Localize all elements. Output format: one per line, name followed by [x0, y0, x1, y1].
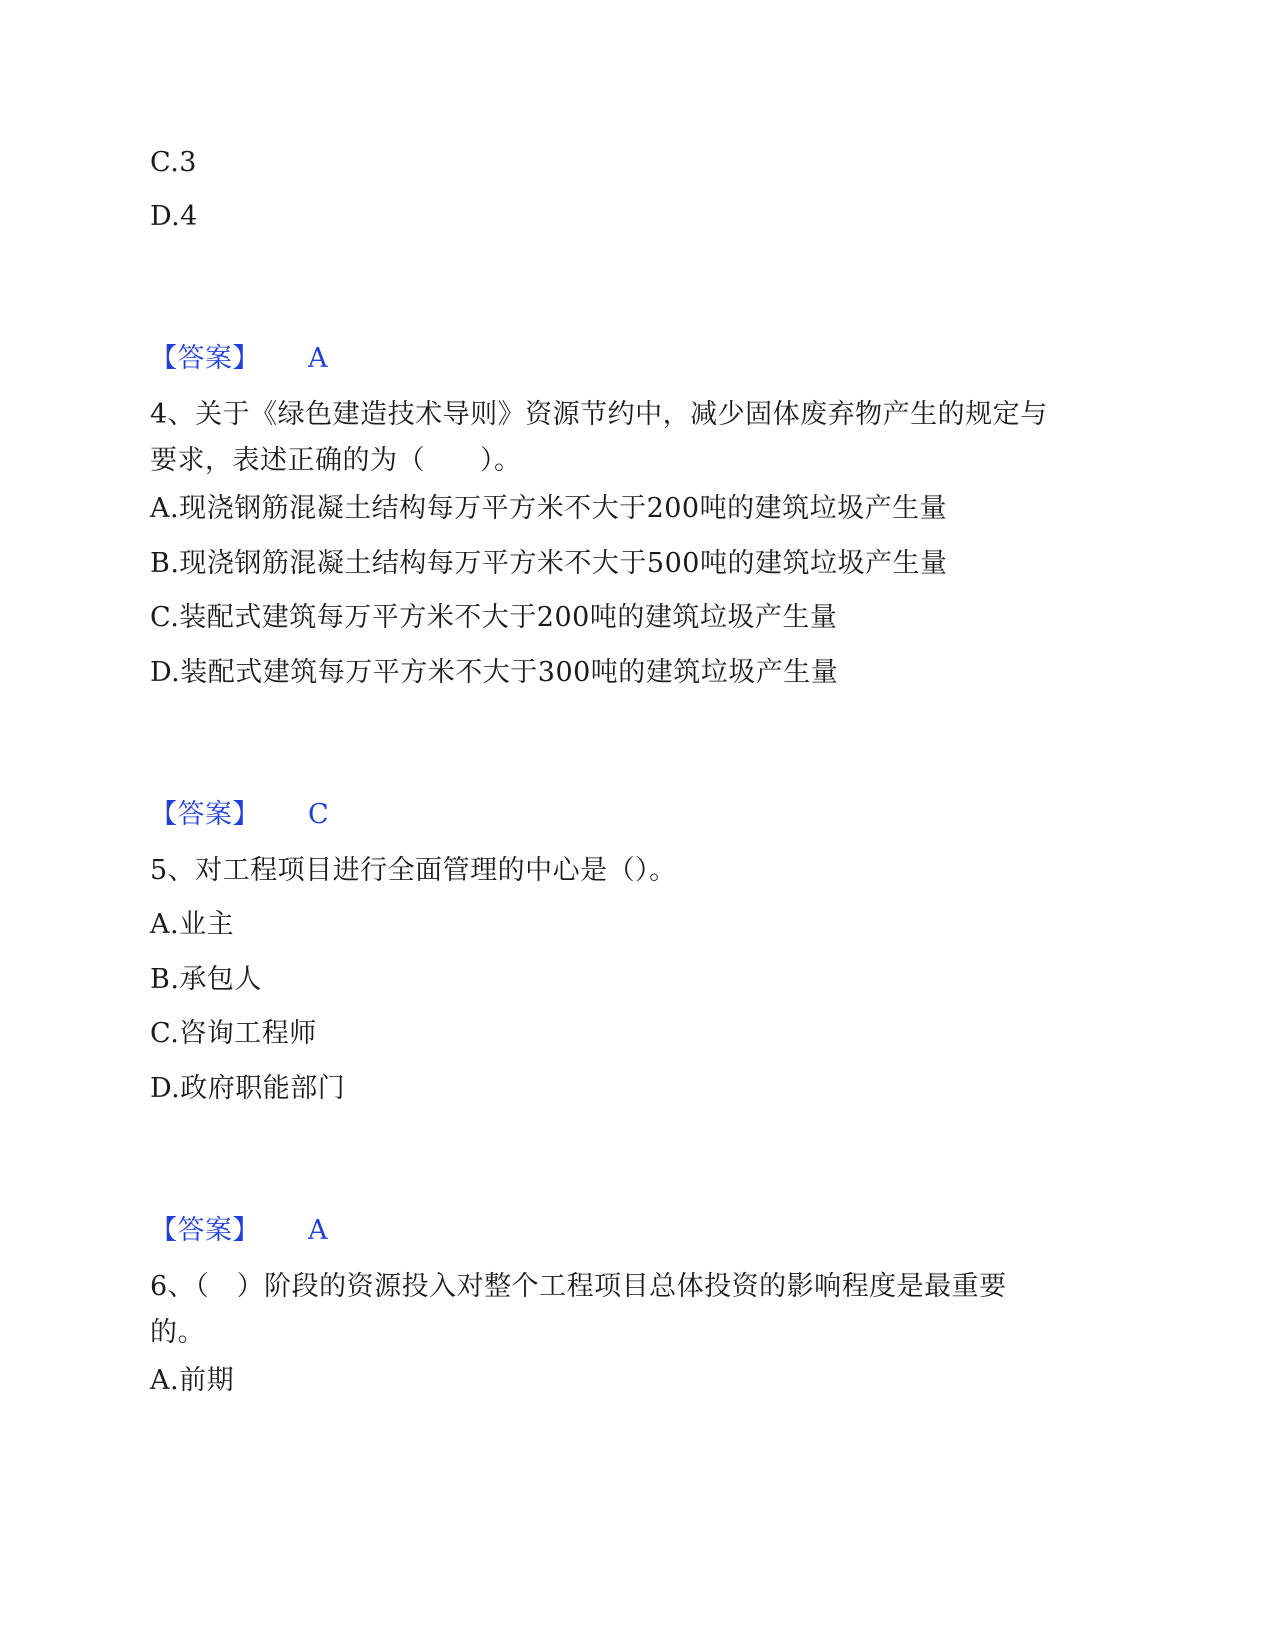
q4-question: 4、关于《绿色建造技术导则》资源节约中，减少固体废弃物产生的规定与要求，表述正确的为（ ）。	[150, 399, 1048, 476]
q5-option-b: B.承包人	[150, 964, 262, 995]
q4-option-a: A.现浇钢筋混凝土结构每万平方米不大于200吨的建筑垃圾产生量	[150, 493, 948, 524]
answer-value: A	[308, 1215, 328, 1246]
q3-answer	[150, 342, 1110, 376]
q4-option-d: D.装配式建筑每万平方米不大于300吨的建筑垃圾产生量	[150, 657, 839, 688]
q3-option-c: C.3	[150, 147, 197, 178]
q5-question: 5、对工程项目进行全面管理的中心是（）。	[150, 855, 677, 886]
q6-option-a: A.前期	[150, 1365, 235, 1396]
answer-label: 【答案】	[150, 343, 260, 374]
q6-question: 6、（ ）阶段的资源投入对整个工程项目总体投资的影响程度是最重要的。	[150, 1271, 1007, 1348]
q4-option-b: B.现浇钢筋混凝土结构每万平方米不大于500吨的建筑垃圾产生量	[150, 548, 948, 579]
answer-label: 【答案】	[150, 1215, 260, 1246]
answer-label: 【答案】	[150, 799, 260, 830]
answer-value: A	[308, 343, 328, 374]
q5-answer	[150, 1214, 1110, 1248]
q5-option-a: A.业主	[150, 909, 235, 940]
q5-option-d: D.政府职能部门	[150, 1073, 346, 1104]
answer-value: C	[308, 799, 330, 830]
q4-answer	[150, 798, 1110, 832]
q3-option-d: D.4	[150, 201, 198, 232]
q4-option-c: C.装配式建筑每万平方米不大于200吨的建筑垃圾产生量	[150, 602, 838, 633]
q5-option-c: C.咨询工程师	[150, 1018, 317, 1049]
